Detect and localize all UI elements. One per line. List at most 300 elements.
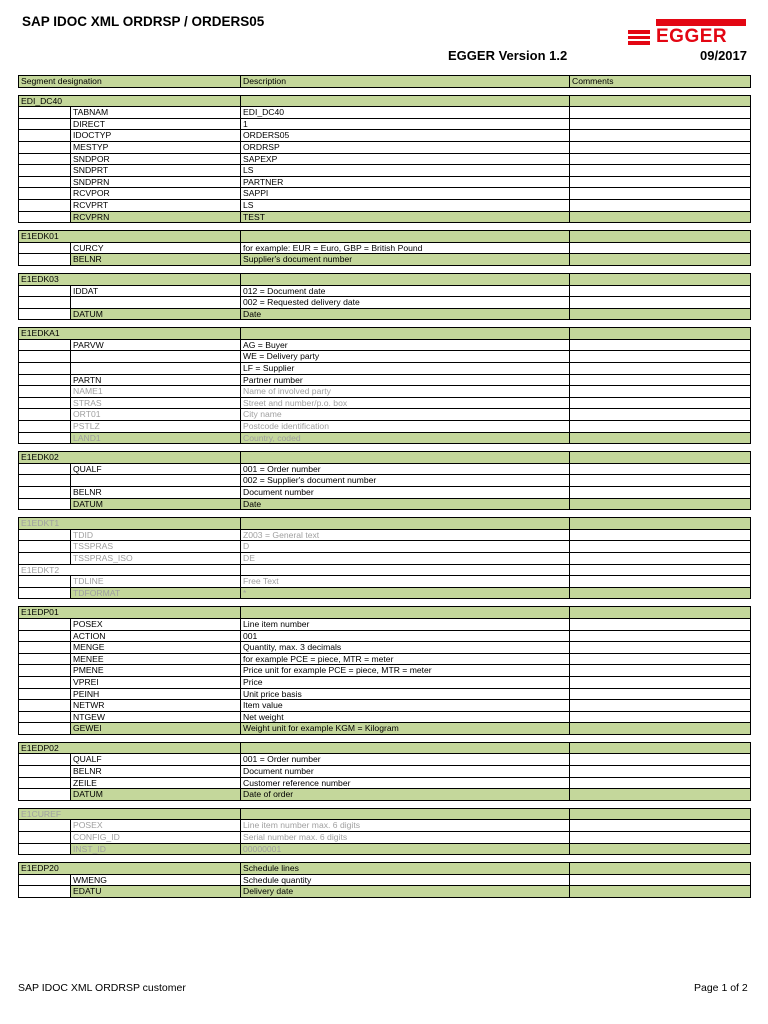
field-description: 001 <box>241 630 570 642</box>
field-description: LS <box>241 165 570 177</box>
field-indent <box>19 874 71 886</box>
field-row <box>19 211 751 223</box>
segment-description <box>241 518 570 530</box>
field-description: Net weight <box>241 711 570 723</box>
field-row <box>19 688 751 700</box>
field-row <box>19 397 751 409</box>
field-comment <box>570 297 751 309</box>
field-name: NETWR <box>71 700 241 712</box>
field-name: LAND1 <box>71 432 241 444</box>
field-description: * <box>241 587 570 599</box>
field-comment <box>570 463 751 475</box>
field-description: Street and number/p.o. box <box>241 397 570 409</box>
field-description: Line item number <box>241 618 570 630</box>
field-name <box>71 297 241 309</box>
field-description: Schedule quantity <box>241 874 570 886</box>
field-row <box>19 564 751 576</box>
field-row <box>19 254 751 266</box>
segment-row <box>19 742 751 754</box>
field-name: STRAS <box>71 397 241 409</box>
field-indent <box>19 409 71 421</box>
field-indent <box>19 711 71 723</box>
field-name: ZEILE <box>71 777 241 789</box>
field-name: VPREI <box>71 676 241 688</box>
field-name: TSSPRAS <box>71 541 241 553</box>
spacer-cell <box>19 510 751 518</box>
field-row <box>19 498 751 510</box>
field-name: MESTYP <box>71 141 241 153</box>
field-row <box>19 351 751 363</box>
field-row <box>19 630 751 642</box>
field-comment <box>570 688 751 700</box>
field-row <box>19 541 751 553</box>
spacer-cell <box>19 265 751 273</box>
field-indent <box>19 820 71 832</box>
field-indent <box>19 463 71 475</box>
field-description: 002 = Supplier's document number <box>241 475 570 487</box>
field-comment <box>570 552 751 564</box>
field-indent <box>19 107 71 119</box>
field-indent <box>19 665 71 677</box>
field-name: POSEX <box>71 618 241 630</box>
field-comment <box>570 630 751 642</box>
footer-page-number: Page 1 of 2 <box>694 982 748 994</box>
segment-description: Schedule lines <box>241 863 570 875</box>
field-description: SAPEXP <box>241 153 570 165</box>
field-row <box>19 587 751 599</box>
segment-description <box>241 231 570 243</box>
field-row <box>19 107 751 119</box>
field-comment <box>570 587 751 599</box>
field-row <box>19 789 751 801</box>
field-name: CURCY <box>71 242 241 254</box>
field-row <box>19 676 751 688</box>
field-description: AG = Buyer <box>241 339 570 351</box>
field-description: PARTNER <box>241 176 570 188</box>
field-row <box>19 777 751 789</box>
segment-description <box>241 95 570 107</box>
field-comment <box>570 832 751 844</box>
spacer-cell <box>19 800 751 808</box>
field-comment <box>570 351 751 363</box>
segment-row <box>19 328 751 340</box>
field-row <box>19 176 751 188</box>
field-comment <box>570 188 751 200</box>
field-comment <box>570 242 751 254</box>
field-row <box>19 130 751 142</box>
field-comment <box>570 386 751 398</box>
segment-name: E1EDKT1 <box>19 518 241 530</box>
field-description: TEST <box>241 211 570 223</box>
field-name: EDATU <box>71 886 241 898</box>
field-name: WMENG <box>71 874 241 886</box>
section-spacer <box>19 444 751 452</box>
field-description: Serial number max. 6 digits <box>241 832 570 844</box>
field-description: Line item number max. 6 digits <box>241 820 570 832</box>
section-spacer <box>19 800 751 808</box>
field-comment <box>570 676 751 688</box>
field-comment <box>570 165 751 177</box>
field-name: TDID <box>71 529 241 541</box>
field-comment <box>570 843 751 855</box>
field-description: Document number <box>241 766 570 778</box>
field-description: Delivery date <box>241 886 570 898</box>
field-name: PARTN <box>71 374 241 386</box>
field-comment <box>570 723 751 735</box>
section-spacer <box>19 734 751 742</box>
spacer-cell <box>19 855 751 863</box>
field-comment <box>570 285 751 297</box>
field-description: Price <box>241 676 570 688</box>
segment-name: E1EDK02 <box>19 452 241 464</box>
segment-name: E1EDP02 <box>19 742 241 754</box>
section-spacer <box>19 320 751 328</box>
field-name <box>71 351 241 363</box>
field-description: 001 = Order number <box>241 754 570 766</box>
segment-description <box>241 742 570 754</box>
field-description: LF = Supplier <box>241 363 570 375</box>
field-comment <box>570 541 751 553</box>
field-name: DATUM <box>71 498 241 510</box>
field-name: QUALF <box>71 463 241 475</box>
field-indent <box>19 789 71 801</box>
field-row <box>19 700 751 712</box>
field-comment <box>570 363 751 375</box>
field-comment <box>570 141 751 153</box>
field-description: ORDRSP <box>241 141 570 153</box>
field-name: POSEX <box>71 820 241 832</box>
field-indent <box>19 308 71 320</box>
column-header-comments: Comments <box>570 76 751 88</box>
segment-name: E1EDK01 <box>19 231 241 243</box>
field-name: QUALF <box>71 754 241 766</box>
field-name: TDLINE <box>71 576 241 588</box>
field-indent <box>19 886 71 898</box>
segment-row <box>19 273 751 285</box>
footer-document-name: SAP IDOC XML ORDRSP customer <box>18 982 186 994</box>
segment-row <box>19 452 751 464</box>
segment-row <box>19 808 751 820</box>
field-name: GEWEI <box>71 723 241 735</box>
section-spacer <box>19 223 751 231</box>
field-description: Quantity, max. 3 decimals <box>241 642 570 654</box>
segment-description <box>241 328 570 340</box>
field-name: IDDAT <box>71 285 241 297</box>
field-name: DIRECT <box>71 118 241 130</box>
spacer-cell <box>19 599 751 607</box>
field-row <box>19 165 751 177</box>
field-name: CONFIG_ID <box>71 832 241 844</box>
segment-description <box>241 607 570 619</box>
field-comment <box>570 374 751 386</box>
field-description: City name <box>241 409 570 421</box>
field-row <box>19 153 751 165</box>
field-row <box>19 529 751 541</box>
field-indent <box>19 285 71 297</box>
field-comment <box>570 432 751 444</box>
field-row <box>19 711 751 723</box>
field-description: 1 <box>241 118 570 130</box>
field-description: ORDERS05 <box>241 130 570 142</box>
field-row <box>19 285 751 297</box>
field-row <box>19 463 751 475</box>
field-row <box>19 874 751 886</box>
field-name <box>71 363 241 375</box>
field-indent <box>19 199 71 211</box>
field-indent <box>19 700 71 712</box>
field-comment <box>570 642 751 654</box>
field-name: ACTION <box>71 630 241 642</box>
field-name: RCVPRN <box>71 211 241 223</box>
segment-comment <box>570 273 751 285</box>
field-name: MENEE <box>71 653 241 665</box>
segment-name: EDI_DC40 <box>19 95 241 107</box>
segment-description <box>241 808 570 820</box>
segment-comment <box>570 452 751 464</box>
field-row <box>19 141 751 153</box>
field-indent <box>19 487 71 499</box>
subsegment-name: E1EDKT2 <box>19 564 241 576</box>
field-row <box>19 199 751 211</box>
segment-row <box>19 231 751 243</box>
field-description: Date <box>241 308 570 320</box>
segment-comment <box>570 231 751 243</box>
field-description: Date <box>241 498 570 510</box>
field-row <box>19 653 751 665</box>
egger-logo <box>628 19 746 46</box>
field-name: PMENE <box>71 665 241 677</box>
field-comment <box>570 653 751 665</box>
field-indent <box>19 576 71 588</box>
field-indent <box>19 676 71 688</box>
segment-name: E1EDK03 <box>19 273 241 285</box>
logo-bar <box>656 19 746 26</box>
field-row <box>19 386 751 398</box>
field-indent <box>19 642 71 654</box>
field-indent <box>19 688 71 700</box>
field-indent <box>19 351 71 363</box>
field-comment <box>570 874 751 886</box>
field-row <box>19 409 751 421</box>
field-comment <box>570 254 751 266</box>
field-comment <box>570 820 751 832</box>
field-indent <box>19 141 71 153</box>
field-name: SNDPRN <box>71 176 241 188</box>
field-description: 00000001 <box>241 843 570 855</box>
field-description: Name of involved party <box>241 386 570 398</box>
field-description: Z003 = General text <box>241 529 570 541</box>
column-header-segment: Segment designation <box>19 76 241 88</box>
segment-row <box>19 518 751 530</box>
field-comment <box>570 618 751 630</box>
spacer-cell <box>19 444 751 452</box>
logo-wordmark: EGGER <box>656 26 728 47</box>
field-row <box>19 242 751 254</box>
spacer-cell <box>19 87 751 95</box>
field-name: TABNAM <box>71 107 241 119</box>
field-comment <box>570 339 751 351</box>
field-indent <box>19 552 71 564</box>
field-description: Country, coded <box>241 432 570 444</box>
field-comment <box>570 789 751 801</box>
field-indent <box>19 211 71 223</box>
field-indent <box>19 297 71 309</box>
field-indent <box>19 339 71 351</box>
field-indent <box>19 363 71 375</box>
segment-name: E1EDP01 <box>19 607 241 619</box>
segment-comment <box>570 607 751 619</box>
field-row <box>19 308 751 320</box>
version-label: EGGER Version 1.2 <box>448 48 568 63</box>
field-comment <box>570 777 751 789</box>
segment-comment <box>570 808 751 820</box>
field-row <box>19 552 751 564</box>
field-comment <box>570 711 751 723</box>
field-description: 002 = Requested delivery date <box>241 297 570 309</box>
field-description: Free Text <box>241 576 570 588</box>
field-name: DATUM <box>71 308 241 320</box>
field-indent <box>19 153 71 165</box>
field-row <box>19 886 751 898</box>
idoc-segment-table <box>18 75 751 898</box>
field-row <box>19 665 751 677</box>
field-row <box>19 766 751 778</box>
field-comment <box>570 498 751 510</box>
section-spacer <box>19 855 751 863</box>
field-name: TSSPRAS_ISO <box>71 552 241 564</box>
field-comment <box>570 107 751 119</box>
field-indent <box>19 421 71 433</box>
field-description: 001 = Order number <box>241 463 570 475</box>
section-spacer <box>19 87 751 95</box>
field-indent <box>19 653 71 665</box>
field-name: TDFORMAT <box>71 587 241 599</box>
field-description: Date of order <box>241 789 570 801</box>
field-row <box>19 754 751 766</box>
field-name: NTGEW <box>71 711 241 723</box>
field-row <box>19 576 751 588</box>
table-header-row <box>19 76 751 88</box>
field-description: LS <box>241 199 570 211</box>
column-header-description: Description <box>241 76 570 88</box>
segment-description <box>241 273 570 285</box>
field-comment <box>570 487 751 499</box>
field-comment <box>570 564 751 576</box>
field-description: Unit price basis <box>241 688 570 700</box>
field-description: Postcode identification <box>241 421 570 433</box>
field-indent <box>19 374 71 386</box>
field-indent <box>19 130 71 142</box>
field-name <box>71 475 241 487</box>
field-indent <box>19 475 71 487</box>
field-comment <box>570 665 751 677</box>
field-row <box>19 475 751 487</box>
field-name: SNDPOR <box>71 153 241 165</box>
field-description: Partner number <box>241 374 570 386</box>
field-indent <box>19 630 71 642</box>
field-name: RCVPOR <box>71 188 241 200</box>
field-comment <box>570 130 751 142</box>
field-description: for example: EUR = Euro, GBP = British Pound <box>241 242 570 254</box>
field-comment <box>570 176 751 188</box>
field-name: MENGE <box>71 642 241 654</box>
field-indent <box>19 832 71 844</box>
field-description: Weight unit for example KGM = Kilogram <box>241 723 570 735</box>
field-comment <box>570 576 751 588</box>
field-description: Supplier's document number <box>241 254 570 266</box>
field-indent <box>19 843 71 855</box>
document-title: SAP IDOC XML ORDRSP / ORDERS05 <box>22 14 265 29</box>
section-spacer <box>19 599 751 607</box>
field-name: INST_ID <box>71 843 241 855</box>
field-indent <box>19 754 71 766</box>
field-row <box>19 487 751 499</box>
field-row <box>19 820 751 832</box>
field-comment <box>570 199 751 211</box>
field-row <box>19 421 751 433</box>
field-indent <box>19 397 71 409</box>
field-name: PSTLZ <box>71 421 241 433</box>
field-indent <box>19 118 71 130</box>
field-row <box>19 118 751 130</box>
field-comment <box>570 700 751 712</box>
field-description <box>241 564 570 576</box>
field-row <box>19 723 751 735</box>
segment-name: E1CUREF <box>19 808 241 820</box>
segment-row <box>19 95 751 107</box>
field-description: D <box>241 541 570 553</box>
field-indent <box>19 188 71 200</box>
field-comment <box>570 475 751 487</box>
field-name: PARVW <box>71 339 241 351</box>
field-row <box>19 832 751 844</box>
field-comment <box>570 211 751 223</box>
field-indent <box>19 541 71 553</box>
segment-comment <box>570 518 751 530</box>
segment-name: E1EDKA1 <box>19 328 241 340</box>
field-comment <box>570 308 751 320</box>
field-comment <box>570 421 751 433</box>
field-name: PEINH <box>71 688 241 700</box>
field-indent <box>19 587 71 599</box>
segment-row <box>19 607 751 619</box>
field-indent <box>19 529 71 541</box>
field-row <box>19 843 751 855</box>
field-comment <box>570 529 751 541</box>
field-description: DE <box>241 552 570 564</box>
segment-comment <box>570 95 751 107</box>
field-name: NAME1 <box>71 386 241 398</box>
field-row <box>19 432 751 444</box>
field-description: Item value <box>241 700 570 712</box>
field-indent <box>19 777 71 789</box>
field-name: IDOCTYP <box>71 130 241 142</box>
field-indent <box>19 766 71 778</box>
field-comment <box>570 886 751 898</box>
field-indent <box>19 618 71 630</box>
spacer-cell <box>19 320 751 328</box>
field-comment <box>570 766 751 778</box>
field-row <box>19 363 751 375</box>
field-indent <box>19 176 71 188</box>
field-name: DATUM <box>71 789 241 801</box>
field-name: RCVPRT <box>71 199 241 211</box>
segment-comment <box>570 328 751 340</box>
field-row <box>19 618 751 630</box>
field-comment <box>570 153 751 165</box>
version-date: 09/2017 <box>700 48 747 63</box>
spacer-cell <box>19 734 751 742</box>
